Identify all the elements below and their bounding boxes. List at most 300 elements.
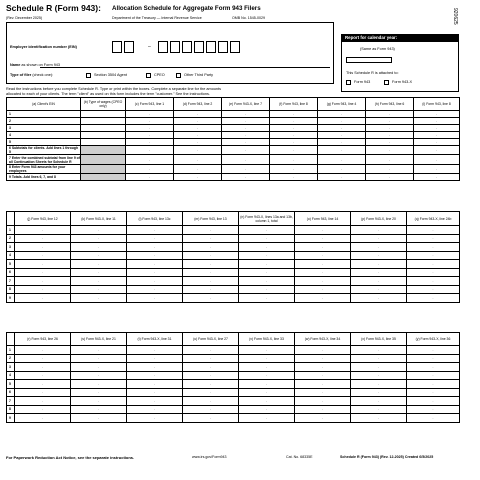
- amount-cell[interactable]: .: [407, 414, 460, 423]
- amount-cell[interactable]: .: [174, 111, 222, 118]
- amount-cell[interactable]: .: [222, 118, 270, 125]
- amount-cell[interactable]: .: [351, 346, 407, 355]
- column-header: (e) Form 943-X, line 7: [222, 98, 270, 111]
- attached-form-943-checkbox[interactable]: [346, 80, 351, 85]
- amount-cell[interactable]: .: [295, 363, 351, 372]
- amount-cell[interactable]: .: [351, 397, 407, 406]
- table-row: [7, 397, 460, 406]
- amount-cell[interactable]: .: [407, 363, 460, 372]
- row-number: 2: [7, 234, 15, 243]
- amount-cell[interactable]: .: [127, 397, 183, 406]
- amount-cell[interactable]: .: [71, 260, 127, 269]
- amount-cell[interactable]: .: [15, 388, 71, 397]
- amount-cell[interactable]: .: [239, 260, 295, 269]
- amount-cell[interactable]: .: [351, 380, 407, 389]
- revision-date: (Rev. December 2025): [6, 16, 43, 20]
- amount-cell[interactable]: .: [183, 260, 239, 269]
- amount-cell[interactable]: .: [270, 165, 318, 174]
- form-title: Schedule R (Form 943):: [6, 3, 101, 13]
- amount-cell[interactable]: .: [239, 268, 295, 277]
- table-row: [7, 118, 460, 125]
- row-description: Subtotals for clients. Add lines 1 through 5: [9, 146, 79, 154]
- row-number: 7: [7, 397, 15, 406]
- amount-cell[interactable]: .: [174, 118, 222, 125]
- amount-cell[interactable]: .: [126, 165, 174, 174]
- column-header: (t) Form 943-X, line 31: [127, 333, 183, 346]
- amount-cell[interactable]: .: [414, 139, 460, 146]
- amount-cell[interactable]: .: [239, 285, 295, 294]
- row-number: 8: [9, 165, 11, 169]
- report-year-same-as: (Same as Form 943): [360, 47, 395, 51]
- amount-cell[interactable]: .: [15, 354, 71, 363]
- amount-cell[interactable]: [81, 165, 126, 174]
- amount-cell[interactable]: .: [15, 397, 71, 406]
- amount-cell[interactable]: .: [71, 346, 127, 355]
- amount-cell[interactable]: [81, 146, 126, 155]
- amount-cell[interactable]: .: [295, 371, 351, 380]
- table-row: [7, 146, 460, 155]
- amount-cell[interactable]: .: [295, 268, 351, 277]
- amount-cell[interactable]: .: [270, 174, 318, 181]
- row-label: [7, 125, 81, 132]
- amount-cell[interactable]: .: [127, 226, 183, 235]
- amount-cell[interactable]: .: [127, 354, 183, 363]
- type-of-filer-label: Type of filer: [10, 73, 32, 77]
- ein-label: Employer identification number (EIN): [10, 45, 77, 49]
- amount-cell[interactable]: .: [414, 174, 460, 181]
- amount-cell[interactable]: .: [295, 405, 351, 414]
- amount-cell[interactable]: .: [239, 405, 295, 414]
- amount-cell[interactable]: .: [71, 363, 127, 372]
- amount-cell[interactable]: .: [318, 155, 366, 165]
- column-header: (l) Form 943, line 13c: [127, 212, 183, 226]
- amount-cell[interactable]: .: [366, 174, 414, 181]
- amount-cell[interactable]: [81, 111, 126, 118]
- column-header: (k) Form 943-X, line 11: [71, 212, 127, 226]
- row-number: 5: [7, 380, 15, 389]
- amount-cell[interactable]: .: [295, 285, 351, 294]
- amount-cell[interactable]: .: [407, 277, 460, 286]
- amount-cell[interactable]: .: [351, 388, 407, 397]
- amount-cell[interactable]: .: [15, 346, 71, 355]
- column-header: (d) Form 943, line 2: [174, 98, 222, 111]
- amount-cell[interactable]: [81, 132, 126, 139]
- amount-cell[interactable]: .: [126, 155, 174, 165]
- section-3504-label: Section 3504 Agent: [94, 73, 127, 77]
- amount-cell[interactable]: .: [127, 371, 183, 380]
- amount-cell[interactable]: .: [126, 125, 174, 132]
- amount-cell[interactable]: .: [239, 363, 295, 372]
- row-number: 1: [7, 346, 15, 355]
- amount-cell[interactable]: [81, 174, 126, 181]
- amount-cell[interactable]: .: [270, 125, 318, 132]
- amount-cell[interactable]: .: [239, 414, 295, 423]
- amount-cell[interactable]: .: [183, 226, 239, 235]
- amount-cell[interactable]: .: [183, 363, 239, 372]
- row-number: 4: [7, 251, 15, 260]
- amount-cell[interactable]: .: [183, 243, 239, 252]
- amount-cell[interactable]: .: [351, 414, 407, 423]
- other-third-party-checkbox[interactable]: [176, 73, 181, 78]
- amount-cell[interactable]: .: [15, 363, 71, 372]
- amount-cell[interactable]: .: [183, 380, 239, 389]
- amount-cell[interactable]: .: [366, 139, 414, 146]
- row-label: [7, 111, 81, 118]
- amount-cell[interactable]: .: [366, 118, 414, 125]
- amount-cell[interactable]: .: [239, 226, 295, 235]
- amount-cell[interactable]: .: [126, 118, 174, 125]
- table-row: [7, 226, 460, 235]
- amount-cell[interactable]: .: [15, 285, 71, 294]
- amount-cell[interactable]: [81, 118, 126, 125]
- amount-cell[interactable]: .: [183, 405, 239, 414]
- column-header: (q) Form 943-X, line 24b: [407, 212, 460, 226]
- amount-cell[interactable]: .: [183, 354, 239, 363]
- amount-cell[interactable]: .: [174, 146, 222, 155]
- amount-cell[interactable]: .: [127, 405, 183, 414]
- amount-cell[interactable]: .: [414, 146, 460, 155]
- amount-cell[interactable]: .: [127, 260, 183, 269]
- column-header: (y) Form 943-X, line 36: [407, 333, 460, 346]
- amount-cell[interactable]: [81, 139, 126, 146]
- column-header: (b) Type of wages (CPEO only): [81, 98, 126, 111]
- amount-cell[interactable]: .: [351, 226, 407, 235]
- amount-cell[interactable]: .: [366, 125, 414, 132]
- amount-cell[interactable]: .: [174, 139, 222, 146]
- row-number: 2: [9, 119, 11, 123]
- amount-cell[interactable]: .: [351, 405, 407, 414]
- row-number: 6: [7, 388, 15, 397]
- amount-cell[interactable]: .: [414, 165, 460, 174]
- amount-cell[interactable]: .: [183, 234, 239, 243]
- amount-cell[interactable]: .: [366, 165, 414, 174]
- row-number: 9: [7, 294, 15, 303]
- amount-cell[interactable]: .: [126, 146, 174, 155]
- attached-form-943x-checkbox[interactable]: [384, 80, 389, 85]
- report-year-field[interactable]: [346, 57, 392, 63]
- amount-cell[interactable]: .: [71, 380, 127, 389]
- amount-cell[interactable]: .: [351, 234, 407, 243]
- row-number-header: [7, 212, 15, 226]
- table-row: [7, 294, 460, 303]
- amount-cell[interactable]: .: [183, 251, 239, 260]
- amount-cell[interactable]: .: [366, 146, 414, 155]
- row-number: 8: [7, 285, 15, 294]
- row-label: [7, 146, 81, 155]
- amount-cell[interactable]: .: [127, 277, 183, 286]
- amount-cell[interactable]: .: [127, 294, 183, 303]
- attached-form-943x-label: Form 943-X: [392, 80, 413, 84]
- row-description: Totals. Add lines 6, 7, and 8: [11, 175, 56, 179]
- amount-cell[interactable]: .: [270, 118, 318, 125]
- amount-cell[interactable]: .: [15, 277, 71, 286]
- amount-cell[interactable]: .: [295, 388, 351, 397]
- amount-cell[interactable]: .: [239, 277, 295, 286]
- row-number: 3: [9, 126, 11, 130]
- amount-cell[interactable]: .: [15, 243, 71, 252]
- amount-cell[interactable]: .: [15, 414, 71, 423]
- amount-cell[interactable]: .: [183, 414, 239, 423]
- amount-cell[interactable]: .: [15, 405, 71, 414]
- amount-cell[interactable]: .: [351, 251, 407, 260]
- table-row: [7, 371, 460, 380]
- row-number: 1: [9, 112, 11, 116]
- amount-cell[interactable]: .: [222, 139, 270, 146]
- amount-cell[interactable]: [81, 125, 126, 132]
- cpeo-checkbox[interactable]: [146, 73, 151, 78]
- amount-cell[interactable]: .: [127, 285, 183, 294]
- amount-cell[interactable]: .: [366, 111, 414, 118]
- amount-cell[interactable]: .: [270, 111, 318, 118]
- amount-cell[interactable]: .: [318, 132, 366, 139]
- amount-cell[interactable]: .: [183, 285, 239, 294]
- amount-cell[interactable]: .: [318, 125, 366, 132]
- amount-cell[interactable]: .: [127, 363, 183, 372]
- column-header: (u) Form 943-X, line 27: [183, 333, 239, 346]
- amount-cell[interactable]: .: [295, 277, 351, 286]
- amount-cell[interactable]: .: [126, 111, 174, 118]
- amount-cell[interactable]: .: [127, 243, 183, 252]
- amount-cell[interactable]: .: [351, 354, 407, 363]
- amount-cell[interactable]: .: [127, 346, 183, 355]
- row-number-header: [7, 333, 15, 346]
- amount-cell[interactable]: .: [295, 294, 351, 303]
- row-number: 5: [9, 140, 11, 144]
- amount-cell[interactable]: .: [71, 251, 127, 260]
- amount-cell[interactable]: .: [71, 354, 127, 363]
- amount-cell[interactable]: .: [351, 243, 407, 252]
- amount-cell[interactable]: .: [295, 234, 351, 243]
- amount-cell[interactable]: .: [407, 226, 460, 235]
- amount-cell[interactable]: .: [71, 285, 127, 294]
- row-number: 1: [7, 226, 15, 235]
- amount-cell[interactable]: .: [174, 125, 222, 132]
- amount-cell[interactable]: .: [183, 277, 239, 286]
- amount-cell[interactable]: .: [318, 174, 366, 181]
- amount-cell[interactable]: .: [407, 294, 460, 303]
- amount-cell[interactable]: .: [127, 380, 183, 389]
- amount-cell[interactable]: .: [183, 388, 239, 397]
- amount-cell[interactable]: .: [414, 125, 460, 132]
- amount-cell[interactable]: .: [71, 371, 127, 380]
- amount-cell[interactable]: .: [174, 165, 222, 174]
- amount-cell[interactable]: .: [318, 139, 366, 146]
- amount-cell[interactable]: .: [127, 388, 183, 397]
- amount-cell[interactable]: .: [239, 234, 295, 243]
- amount-cell[interactable]: .: [239, 294, 295, 303]
- amount-cell[interactable]: .: [295, 346, 351, 355]
- amount-cell[interactable]: .: [407, 397, 460, 406]
- amount-cell[interactable]: .: [174, 155, 222, 165]
- amount-cell[interactable]: .: [239, 251, 295, 260]
- amount-cell[interactable]: .: [239, 388, 295, 397]
- amount-cell[interactable]: .: [71, 414, 127, 423]
- catalog-number: 920625: [452, 8, 458, 25]
- amount-cell[interactable]: .: [295, 380, 351, 389]
- amount-cell[interactable]: .: [174, 174, 222, 181]
- amount-cell[interactable]: .: [270, 146, 318, 155]
- table-row: [7, 243, 460, 252]
- amount-cell[interactable]: .: [351, 371, 407, 380]
- amount-cell[interactable]: .: [126, 174, 174, 181]
- amount-cell[interactable]: .: [15, 234, 71, 243]
- amount-cell[interactable]: .: [127, 234, 183, 243]
- amount-cell[interactable]: .: [407, 380, 460, 389]
- amount-cell[interactable]: .: [407, 260, 460, 269]
- footer-url: www.irs.gov/Form943: [192, 455, 227, 459]
- table-row: [7, 405, 460, 414]
- amount-cell[interactable]: .: [414, 118, 460, 125]
- amount-cell[interactable]: .: [239, 346, 295, 355]
- amount-cell[interactable]: .: [407, 251, 460, 260]
- row-description: Enter the combined subtotal from line 9 of all Continuation Sheets for Schedule R: [9, 155, 80, 164]
- row-number: 5: [7, 260, 15, 269]
- amount-cell[interactable]: .: [295, 243, 351, 252]
- row-number: 9: [7, 414, 15, 423]
- table-row: [7, 111, 460, 118]
- amount-cell[interactable]: .: [270, 132, 318, 139]
- department-line: Department of the Treasury — Internal Revenue Service: [112, 16, 202, 20]
- amount-cell[interactable]: .: [407, 243, 460, 252]
- amount-cell[interactable]: .: [239, 243, 295, 252]
- amount-cell[interactable]: .: [351, 285, 407, 294]
- table-row: [7, 268, 460, 277]
- column-header: (w) Form 943-X, line 34: [295, 333, 351, 346]
- instructions-line-2: allocated to each of your clients. The term "client" as used on this form includes the term "customer." See the instructions.: [6, 92, 210, 96]
- amount-cell[interactable]: .: [15, 371, 71, 380]
- amount-cell[interactable]: .: [407, 234, 460, 243]
- amount-cell[interactable]: .: [71, 405, 127, 414]
- amount-cell[interactable]: .: [15, 294, 71, 303]
- column-header: (j) Form 943, line 12: [15, 212, 71, 226]
- row-label: [7, 174, 81, 181]
- amount-cell[interactable]: .: [414, 132, 460, 139]
- table-row: [7, 346, 460, 355]
- row-number: 9: [9, 175, 11, 179]
- row-description: Enter Form 943 amounts for your employees: [9, 165, 66, 173]
- paperwork-notice: For Paperwork Reduction Act Notice, see the separate instructions.: [6, 455, 135, 460]
- amount-cell[interactable]: .: [414, 155, 460, 165]
- amount-cell[interactable]: .: [222, 125, 270, 132]
- amount-cell[interactable]: .: [15, 268, 71, 277]
- cpeo-label: CPEO: [154, 73, 165, 77]
- amount-cell[interactable]: .: [126, 139, 174, 146]
- amount-cell[interactable]: .: [407, 371, 460, 380]
- amount-cell[interactable]: .: [71, 277, 127, 286]
- amount-cell[interactable]: .: [407, 346, 460, 355]
- amount-cell[interactable]: .: [126, 132, 174, 139]
- amount-cell[interactable]: .: [295, 251, 351, 260]
- amount-cell[interactable]: .: [239, 397, 295, 406]
- amount-cell[interactable]: .: [351, 363, 407, 372]
- amount-cell[interactable]: .: [15, 226, 71, 235]
- amount-cell[interactable]: .: [183, 371, 239, 380]
- table-row: [7, 155, 460, 165]
- amount-cell[interactable]: .: [407, 388, 460, 397]
- amount-cell[interactable]: .: [183, 346, 239, 355]
- table-row: [7, 251, 460, 260]
- amount-cell[interactable]: .: [183, 294, 239, 303]
- table-row: [7, 380, 460, 389]
- amount-cell[interactable]: .: [222, 132, 270, 139]
- amount-cell[interactable]: .: [407, 285, 460, 294]
- amount-cell[interactable]: .: [222, 146, 270, 155]
- amount-cell[interactable]: .: [270, 139, 318, 146]
- amount-cell[interactable]: .: [295, 226, 351, 235]
- column-header: (p) Form 943-X, line 20: [351, 212, 407, 226]
- amount-cell[interactable]: .: [15, 251, 71, 260]
- row-number: 6: [7, 268, 15, 277]
- amount-cell[interactable]: .: [351, 268, 407, 277]
- amount-cell[interactable]: .: [407, 354, 460, 363]
- amount-cell[interactable]: .: [414, 111, 460, 118]
- amount-cell[interactable]: .: [366, 132, 414, 139]
- amount-cell[interactable]: .: [15, 380, 71, 389]
- amount-cell[interactable]: .: [351, 294, 407, 303]
- amount-cell[interactable]: .: [318, 165, 366, 174]
- amount-cell[interactable]: .: [127, 251, 183, 260]
- amount-cell[interactable]: .: [351, 260, 407, 269]
- amount-cell[interactable]: .: [71, 294, 127, 303]
- row-number: 4: [9, 133, 11, 137]
- column-header: (f) Form 943, line 8: [270, 98, 318, 111]
- table-row: [7, 260, 460, 269]
- amount-cell[interactable]: .: [127, 268, 183, 277]
- amount-cell[interactable]: .: [71, 226, 127, 235]
- amount-cell[interactable]: .: [270, 155, 318, 165]
- amount-cell[interactable]: .: [183, 397, 239, 406]
- amount-cell[interactable]: .: [407, 268, 460, 277]
- amount-cell[interactable]: .: [239, 354, 295, 363]
- amount-cell[interactable]: .: [222, 155, 270, 165]
- amount-cell[interactable]: .: [295, 354, 351, 363]
- amount-cell[interactable]: .: [71, 268, 127, 277]
- amount-cell[interactable]: .: [239, 380, 295, 389]
- amount-cell[interactable]: .: [295, 414, 351, 423]
- table-row: [7, 414, 460, 423]
- row-number: 8: [7, 405, 15, 414]
- name-field[interactable]: [40, 67, 330, 68]
- allocation-table-1: [6, 97, 460, 181]
- amount-cell[interactable]: .: [222, 174, 270, 181]
- amount-cell[interactable]: .: [351, 277, 407, 286]
- amount-cell[interactable]: .: [183, 268, 239, 277]
- amount-cell[interactable]: .: [71, 243, 127, 252]
- amount-cell[interactable]: [81, 155, 126, 165]
- amount-cell[interactable]: .: [295, 260, 351, 269]
- table-row: [7, 125, 460, 132]
- section-3504-checkbox[interactable]: [86, 73, 91, 78]
- amount-cell[interactable]: .: [71, 234, 127, 243]
- amount-cell[interactable]: .: [366, 155, 414, 165]
- amount-cell[interactable]: .: [15, 260, 71, 269]
- amount-cell[interactable]: .: [318, 111, 366, 118]
- column-header: (o) Form 943, line 14: [295, 212, 351, 226]
- amount-cell[interactable]: .: [174, 132, 222, 139]
- amount-cell[interactable]: .: [222, 111, 270, 118]
- amount-cell[interactable]: .: [71, 397, 127, 406]
- table-row: [7, 132, 460, 139]
- amount-cell[interactable]: .: [318, 146, 366, 155]
- amount-cell[interactable]: .: [239, 371, 295, 380]
- amount-cell[interactable]: .: [222, 165, 270, 174]
- attached-form-943-label: Form 943: [354, 80, 371, 84]
- amount-cell[interactable]: .: [407, 405, 460, 414]
- amount-cell[interactable]: .: [127, 414, 183, 423]
- amount-cell[interactable]: .: [71, 388, 127, 397]
- amount-cell[interactable]: .: [295, 397, 351, 406]
- amount-cell[interactable]: .: [318, 118, 366, 125]
